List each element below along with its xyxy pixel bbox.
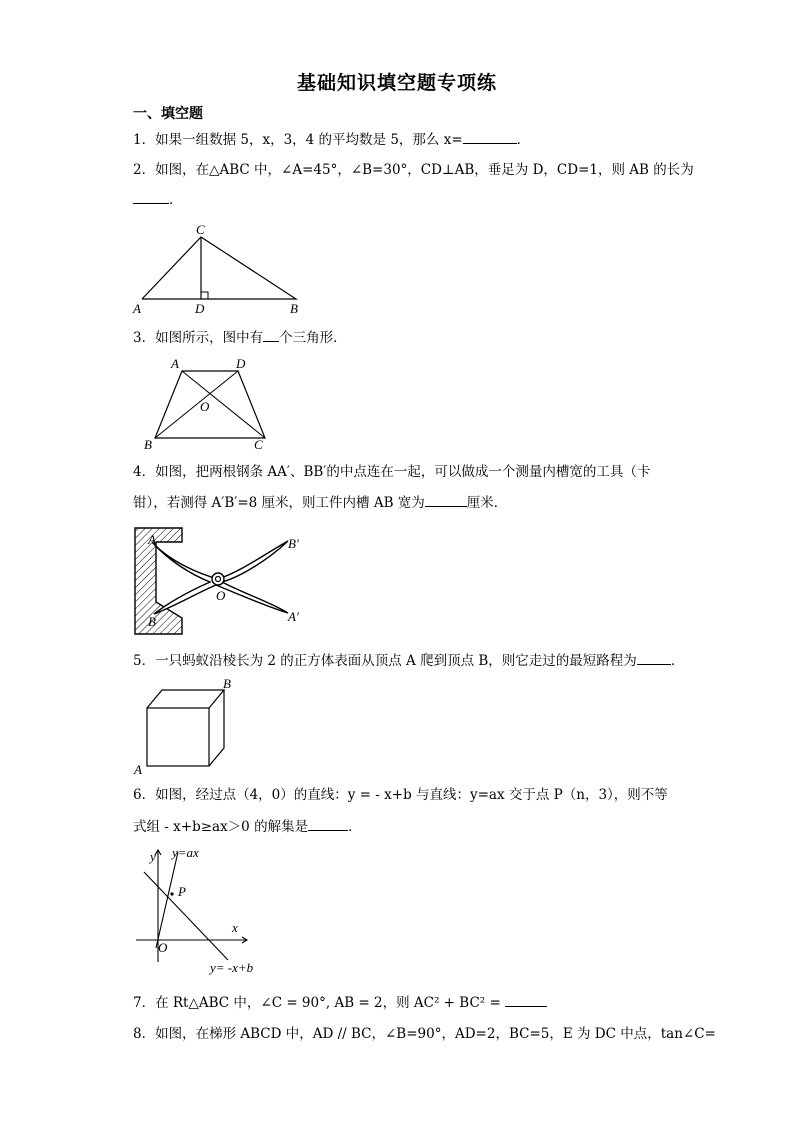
label-c: C — [254, 437, 263, 452]
label-b: B — [148, 614, 156, 629]
label-y-axis: y — [150, 849, 156, 864]
answer-blank — [463, 129, 517, 144]
question-1: 1．如果一组数据 5，x，3，4 的平均数是 5，那么 x= ． — [133, 129, 530, 150]
label-x-axis: x — [232, 920, 238, 935]
question-8: 8．如图，在梯形 ABCD 中，AD // BC，∠B=90°，AD=2，BC=5，E 为 DC 中点，tan∠C= — [133, 1026, 716, 1042]
question-6-line-2: 式组 - x+b≥ax＞0 的解集是 ． — [133, 816, 362, 837]
label-d: D — [195, 301, 205, 316]
label-a: A — [133, 301, 141, 316]
answer-blank — [637, 650, 671, 665]
label-d: D — [236, 356, 246, 371]
answer-blank — [308, 816, 348, 831]
answer-blank — [505, 992, 547, 1007]
label-o: O — [216, 588, 226, 603]
label-b: B — [144, 437, 152, 452]
question-3: 3．如图所示，图中有 个三角形． — [133, 327, 347, 348]
question-2 — [133, 160, 694, 180]
question-2-text: 2．如图，在△ABC 中，∠A=45°，∠B=30°，CD⊥AB，垂足为 D，CD=1，则 AB 的长为 — [133, 162, 694, 178]
label-line-ax: y=ax — [172, 845, 199, 860]
answer-blank — [425, 492, 467, 507]
question-4: 4．如图，把两根钢条 AA′、BB′的中点连在一起，可以做成一个测量内槽宽的工具（卡 — [133, 464, 651, 480]
label-b: B — [290, 301, 298, 316]
answer-blank — [263, 327, 279, 342]
answer-blank — [133, 189, 169, 204]
label-o: O — [200, 399, 210, 414]
cube-figure — [132, 676, 242, 776]
trapezoid-figure — [140, 355, 280, 455]
question-2-line-2: ． — [133, 189, 183, 210]
label-line-b: y= -x+b — [210, 960, 254, 975]
triangle-figure — [130, 220, 310, 320]
page-title: 基础知识填空题专项练 — [296, 72, 497, 94]
question-1-text: 1．如果一组数据 5，x，3，4 的平均数是 5，那么 x= — [133, 132, 463, 148]
label-o: O — [158, 940, 168, 955]
line-graph-figure — [132, 844, 272, 979]
label-a: A — [134, 762, 142, 777]
label-a-prime: A′ — [288, 609, 299, 624]
label-b-prime: B′ — [288, 536, 299, 551]
label-p: P — [178, 884, 186, 899]
question-7: 7．在 Rt△ABC 中，∠C = 90°, AB = 2，则 AC² + BC² = — [133, 992, 547, 1013]
label-b: B — [223, 676, 231, 691]
question-6: 6．如图，经过点（4，0）的直线：y = - x+b 与直线：y=ax 交于点 P（n，3），则不等 — [133, 787, 668, 803]
question-4-line-2: 钳），若测得 A′B′=8 厘米，则工件内槽 AB 宽为 厘米． — [133, 492, 507, 513]
label-a: A — [148, 532, 156, 547]
question-5: 5．一只蚂蚁沿棱长为 2 的正方体表面从顶点 A 爬到顶点 B，则它走过的最短路程为 ． — [133, 650, 684, 671]
label-c: C — [196, 222, 205, 237]
section-heading: 一、填空题 — [133, 106, 203, 122]
calipers-figure — [130, 522, 320, 637]
label-a: A — [171, 356, 179, 371]
